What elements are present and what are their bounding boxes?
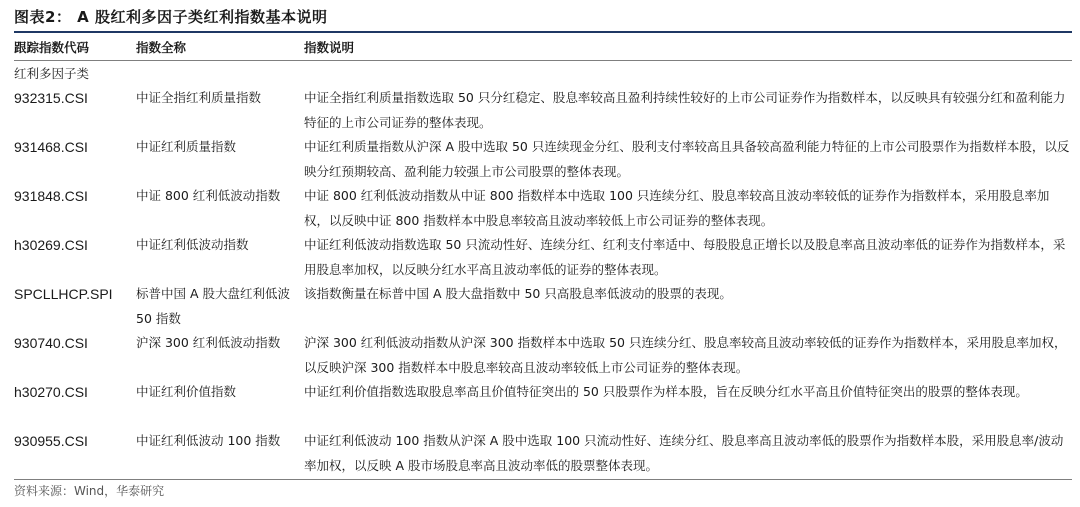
index-name: 沪深 300 红利低波动指数 <box>136 335 281 350</box>
index-code: SPCLLHCP.SPI <box>14 286 113 302</box>
header-code: 跟踪指数代码 <box>14 40 90 55</box>
index-name: 中证红利质量指数 <box>136 139 237 154</box>
source-note: 资料来源：Wind，华泰研究 <box>14 484 165 498</box>
index-description: 中证红利低波动指数选取 50 只流动性好、连续分红、红利支付率适中、每股股息正增长以及股息率高且波动率低的证券作为指数样本，采用股息率加权，以反映分红水平高且波动率低的证券的整体表现。 <box>304 237 1066 277</box>
index-description: 中证红利低波动 100 指数从沪深 A 股中选取 100 只流动性好、连续分红、股息率高且波动率低的股票作为指数样本股，采用股息率/波动率加权，以反映 A 股市场股息率高且波动率低的股票整体表现。 <box>304 433 1064 473</box>
index-description: 中证红利质量指数从沪深 A 股中选取 50 只连续现金分红、股利支付率较高且具备较高盈利能力特征的上市公司股票作为指数样本股，以反映分红预期较高、盈利能力较强上市公司股票的整体表现。 <box>304 139 1070 179</box>
index-description: 中证 800 红利低波动指数从中证 800 指数样本中选取 100 只连续分红、股息率较高且波动率较低的证券作为指数样本，采用股息率加权，以反映中证 800 指数样本中股息率较高且波动率较低上市公司证券的整体表现。 <box>304 188 1050 228</box>
index-code: 930955.CSI <box>14 433 88 449</box>
index-name: 标普中国 A 股大盘红利低波 50 指数 <box>136 286 290 326</box>
index-name: 中证 800 红利低波动指数 <box>136 188 281 203</box>
bottom-rule <box>14 479 1072 480</box>
index-name: 中证红利价值指数 <box>136 384 237 399</box>
index-description: 该指数衡量在标普中国 A 股大盘指数中 50 只高股息率低波动的股票的表现。 <box>304 286 732 301</box>
index-name: 中证红利低波动指数 <box>136 237 249 252</box>
header-rule <box>14 60 1072 61</box>
header-name: 指数全称 <box>136 40 187 55</box>
index-name: 中证全指红利质量指数 <box>136 90 262 105</box>
index-code: h30269.CSI <box>14 237 88 253</box>
index-description: 中证全指红利质量指数选取 50 只分红稳定、股息率较高且盈利持续性较好的上市公司证券作为指数样本，以反映具有较强分红和盈利能力特征的上市公司证券的整体表现。 <box>304 90 1066 130</box>
top-rule <box>14 31 1072 33</box>
group-label: 红利多因子类 <box>14 66 90 81</box>
index-description: 沪深 300 红利低波动指数从沪深 300 指数样本中选取 50 只连续分红、股息率较高且波动率较低的证券作为指数样本，采用股息率加权，以反映沪深 300 指数样本中股息率较高且波动率较低上市公司证券的整体表现。 <box>304 335 1067 375</box>
figure-title: 图表2： A 股红利多因子类红利指数基本说明 <box>14 8 328 26</box>
index-code: 931848.CSI <box>14 188 88 204</box>
index-code: 932315.CSI <box>14 90 88 106</box>
index-description: 中证红利价值指数选取股息率高且价值特征突出的 50 只股票作为样本股，旨在反映分红水平高且价值特征突出的股票的整体表现。 <box>304 384 1028 399</box>
header-description: 指数说明 <box>304 40 355 55</box>
index-code: 930740.CSI <box>14 335 88 351</box>
index-code: 931468.CSI <box>14 139 88 155</box>
index-name: 中证红利低波动 100 指数 <box>136 433 281 448</box>
index-code: h30270.CSI <box>14 384 88 400</box>
